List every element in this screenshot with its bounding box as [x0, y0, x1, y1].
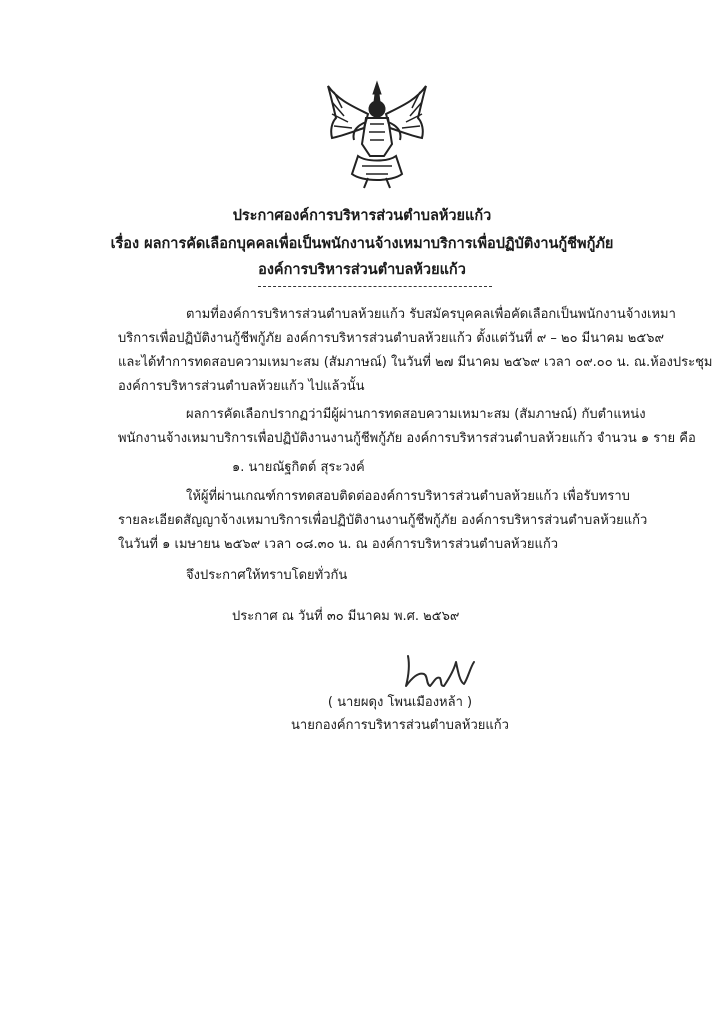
paragraph-1-line-2: บริการเพื่อปฏิบัติงานกู้ชีพกู้ภัย องค์การบริหารส่วนตำบลห้วยแก้ว ตั้งแต่วันที่ ๙ – ๒๐ มีนาคม ๒๕๖๙ — [118, 331, 664, 346]
paragraph-2-line-2: พนักงานจ้างเหมาบริการเพื่อปฏิบัติงานงานกู้ชีพกู้ภัย องค์การบริหารส่วนตำบลห้วยแก้ว จำนวน ๑ ราย คือ — [118, 431, 696, 446]
paragraph-1-line-4: องค์การบริหารส่วนตำบลห้วยแก้ว ไปแล้วนั้น — [118, 379, 365, 394]
signatory-name: ( นายผดุง โพนเมืองหล้า ) — [327, 695, 473, 710]
paragraph-3-line-1: ให้ผู้ที่ผ่านเกณฑ์การทดสอบติดต่อองค์การบริหารส่วนตำบลห้วยแก้ว เพื่อรับทราบ — [186, 489, 630, 504]
paragraph-1-line-1: ตามที่องค์การบริหารส่วนตำบลห้วยแก้ว รับสมัครบุคคลเพื่อคัดเลือกเป็นพนักงานจ้างเหมา — [186, 307, 676, 322]
garuda-emblem-icon — [322, 78, 432, 190]
handwritten-signature — [398, 648, 518, 692]
announcement-title: ประกาศองค์การบริหารส่วนตำบลห้วยแก้ว — [232, 208, 492, 224]
paragraph-3-line-3: ในวันที่ ๑ เมษายน ๒๕๖๙ เวลา ๐๘.๓๐ น. ณ องค์การบริหารส่วนตำบลห้วยแก้ว — [118, 537, 559, 552]
announcement-subject: เรื่อง ผลการคัดเลือกบุคคลเพื่อเป็นพนักงานจ้างเหมาบริการเพื่อปฏิบัติงานกู้ชีพกู้ภัย — [110, 236, 614, 252]
announcement-date: ประกาศ ณ วันที่ ๓๐ มีนาคม พ.ศ. ๒๕๖๙ — [232, 609, 460, 624]
paragraph-1-line-3: และได้ทำการทดสอบความเหมาะสม (สัมภาษณ์) ในวันที่ ๒๗ มีนาคม ๒๕๖๙ เวลา ๐๙.๐๐ น. ณ.ห้องประชุม — [118, 355, 713, 370]
paragraph-3-line-2: รายละเอียดสัญญาจ้างเหมาบริการเพื่อปฏิบัติงานงานกู้ชีพกู้ภัย องค์การบริหารส่วนตำบลห้วยแก้ว — [118, 513, 648, 528]
announcement-org: องค์การบริหารส่วนตำบลห้วยแก้ว — [258, 262, 466, 278]
paragraph-2-line-1: ผลการคัดเลือกปรากฏว่ามีผู้ผ่านการทดสอบความเหมาะสม (สัมภาษณ์) กับตำแหน่ง — [186, 407, 646, 422]
closing-statement: จึงประกาศให้ทราบโดยทั่วกัน — [186, 568, 348, 583]
signatory-position: นายกองค์การบริหารส่วนตำบลห้วยแก้ว — [291, 718, 509, 733]
candidate-name: ๑. นายณัฐกิตต์ สุระวงค์ — [232, 460, 365, 475]
header-divider — [258, 286, 492, 287]
